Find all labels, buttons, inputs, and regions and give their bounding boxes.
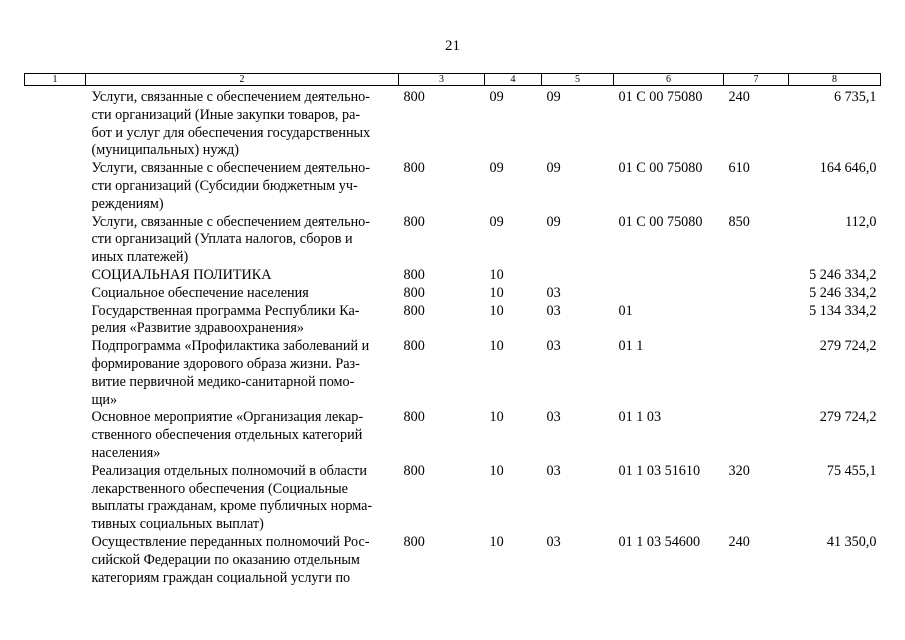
target-article-code <box>614 285 724 303</box>
table-row <box>25 285 881 303</box>
ministry-code: 800 <box>403 266 425 283</box>
expense-type-code: 610 <box>728 160 750 177</box>
amount: 41 350,0 <box>826 533 877 550</box>
amount: 112,0 <box>845 213 877 230</box>
section-code: 10 <box>489 302 504 319</box>
subsection-code: 03 <box>546 338 561 355</box>
amount: 6 735,1 <box>833 89 877 105</box>
table-row <box>25 160 881 213</box>
subsection-code: 03 <box>546 284 561 301</box>
cell-blank <box>25 285 86 303</box>
cell-blank <box>25 338 86 409</box>
target-article-code: 01 С 00 75080 <box>618 89 703 105</box>
expense-type-code <box>724 338 789 409</box>
table-row <box>25 267 881 285</box>
cell-blank <box>25 534 86 587</box>
cell-blank <box>25 214 86 267</box>
table-row <box>25 214 881 267</box>
amount: 75 455,1 <box>826 462 877 479</box>
section-code: 10 <box>489 409 504 426</box>
expense-type-code: 320 <box>728 462 750 479</box>
section-code: 10 <box>489 284 504 301</box>
column-number: 7 <box>724 74 789 86</box>
column-number: 6 <box>614 74 724 86</box>
subsection-code: 03 <box>546 462 561 479</box>
column-number: 5 <box>542 74 614 86</box>
ministry-code: 800 <box>403 462 425 479</box>
section-code: 10 <box>489 338 504 355</box>
column-number: 8 <box>789 74 881 86</box>
expense-type-code <box>724 409 789 462</box>
target-article-code: 01 <box>618 302 633 319</box>
target-article-code <box>614 267 724 285</box>
expense-type-code <box>724 285 789 303</box>
amount: 279 724,2 <box>819 409 877 426</box>
expense-type-code <box>724 303 789 339</box>
item-name: Услуги, связанные с обеспечением деятельно- сти организаций (Субсидии бюджетным уч- реждениям) <box>91 160 371 212</box>
item-name: Услуги, связанные с обеспечением деятельно- сти организаций (Иные закупки товаров, ра- бот и услуг для обеспечения государственных (муниципальных) нужд) <box>91 89 371 159</box>
ministry-code: 800 <box>403 213 425 230</box>
cell-blank <box>25 267 86 285</box>
subsection-code <box>542 267 614 285</box>
item-name: Государственная программа Республики Ка- релия «Развитие здравоохранения» <box>91 302 360 337</box>
section-code: 10 <box>489 462 504 479</box>
ministry-code: 800 <box>403 160 425 177</box>
item-name: Подпрограмма «Профилактика заболеваний и формирование здорового образа жизни. Раз- витие первичной медико-санитарной помо- щи» <box>91 338 370 408</box>
item-name: Осуществление переданных полномочий Рос- сийской Федерации по оказанию отдельным категориям граждан социальной услуги по <box>91 533 370 586</box>
amount: 279 724,2 <box>819 338 877 355</box>
cell-blank <box>25 86 86 161</box>
budget-table <box>24 73 881 587</box>
subsection-code: 03 <box>546 302 561 319</box>
target-article-code: 01 1 03 54600 <box>618 533 701 550</box>
section-code: 10 <box>489 266 504 283</box>
item-name: Социальное обеспечение населения <box>91 284 309 301</box>
column-number: 4 <box>485 74 542 86</box>
column-number-row <box>25 74 881 86</box>
expense-type-code: 850 <box>728 213 750 230</box>
cell-blank <box>25 409 86 462</box>
cell-blank <box>25 303 86 339</box>
subsection-code: 03 <box>546 533 561 550</box>
table-row <box>25 534 881 587</box>
amount: 5 134 334,2 <box>809 302 877 319</box>
section-code: 09 <box>489 160 504 177</box>
cell-blank <box>25 160 86 213</box>
table-row <box>25 409 881 462</box>
item-name: Основное мероприятие «Организация лекар- ственного обеспечения отдельных категорий населения» <box>91 409 364 461</box>
subsection-code: 03 <box>546 409 561 426</box>
table-row <box>25 338 881 409</box>
item-name: Услуги, связанные с обеспечением деятельно- сти организаций (Уплата налогов, сборов и иных платежей) <box>91 213 371 266</box>
subsection-code: 09 <box>546 89 561 105</box>
target-article-code: 01 1 <box>618 338 644 355</box>
table-row <box>25 463 881 534</box>
ministry-code: 800 <box>403 284 425 301</box>
column-number: 2 <box>86 74 399 86</box>
amount: 164 646,0 <box>819 160 877 177</box>
ministry-code: 800 <box>403 409 425 426</box>
expense-type-code: 240 <box>728 533 750 550</box>
column-number: 1 <box>25 74 86 86</box>
table-row <box>25 303 881 339</box>
target-article-code: 01 1 03 51610 <box>618 462 701 479</box>
section-code: 09 <box>489 89 504 105</box>
amount: 5 246 334,2 <box>809 284 877 301</box>
target-article-code: 01 1 03 <box>618 409 662 426</box>
section-code: 10 <box>489 533 504 550</box>
ministry-code: 800 <box>403 302 425 319</box>
ministry-code: 800 <box>403 89 425 105</box>
table-row <box>25 86 881 161</box>
amount: 5 246 334,2 <box>809 266 877 283</box>
subsection-code: 09 <box>546 213 561 230</box>
column-number: 3 <box>399 74 485 86</box>
ministry-code: 800 <box>403 338 425 355</box>
section-code: 09 <box>489 213 504 230</box>
item-name: СОЦИАЛЬНАЯ ПОЛИТИКА <box>91 266 272 283</box>
target-article-code: 01 С 00 75080 <box>618 160 703 177</box>
expense-type-code: 240 <box>728 89 750 105</box>
target-article-code: 01 С 00 75080 <box>618 213 703 230</box>
expense-type-code <box>724 267 789 285</box>
cell-blank <box>25 463 86 534</box>
item-name: Реализация отдельных полномочий в области лекарственного обеспечения (Социальные выплаты гражданам, кроме публичных норма- тивных социальных выплат) <box>91 462 373 533</box>
ministry-code: 800 <box>403 533 425 550</box>
subsection-code: 09 <box>546 160 561 177</box>
page-number: 21 <box>445 38 460 54</box>
